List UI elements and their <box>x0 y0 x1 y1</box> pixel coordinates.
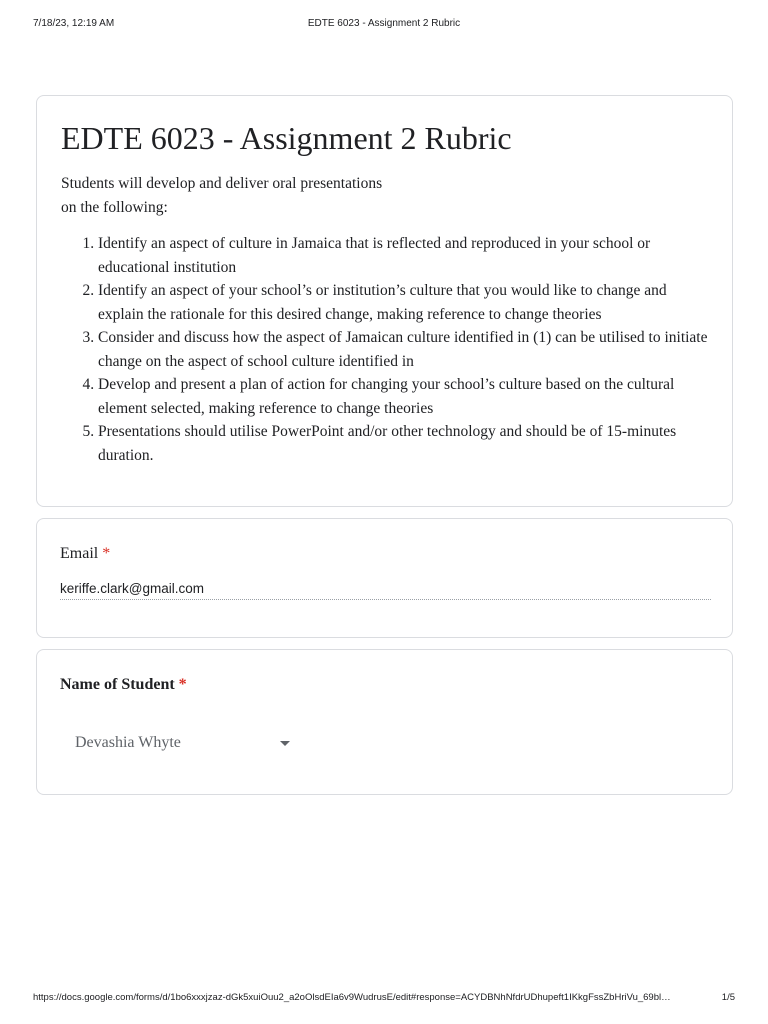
task-item-3: 3. Consider and discuss how the aspect of Jamaican culture identified in (1) can be utilised to initiate change on the aspect of school culture identified in <box>98 326 708 373</box>
description-line-1: Students will develop and deliver oral presentations <box>61 175 383 192</box>
dropdown-arrow-icon[interactable] <box>280 741 290 746</box>
dropdown-selected-value: Devashia Whyte <box>75 734 181 751</box>
form-header-card <box>36 95 733 507</box>
email-field[interactable]: keriffe.clark@gmail.com <box>60 581 711 600</box>
print-footer <box>0 992 768 1006</box>
task-list <box>61 232 708 467</box>
form-title: EDTE 6023 - Assignment 2 Rubric <box>61 120 512 156</box>
page-number: 1/5 <box>721 992 735 1003</box>
email-question-card <box>36 518 733 638</box>
task-item-4: 4. Develop and present a plan of action for changing your school’s culture based on the cultural element selected, making reference to change theories <box>98 373 708 420</box>
student-name-dropdown[interactable] <box>75 732 291 758</box>
print-page-title: EDTE 6023 - Assignment 2 Rubric <box>307 18 461 29</box>
email-question-label <box>60 543 709 565</box>
required-asterisk: * <box>102 545 111 562</box>
name-question-card <box>36 649 733 795</box>
print-header <box>0 18 768 32</box>
name-question-label <box>60 674 709 696</box>
required-asterisk: * <box>178 676 187 693</box>
task-item-5: 5. Presentations should utilise PowerPoint and/or other technology and should be of 15-minutes duration. <box>98 420 708 467</box>
form-description <box>61 172 708 220</box>
description-line-2: on the following: <box>61 199 168 216</box>
print-date: 7/18/23, 12:19 AM <box>33 18 115 29</box>
email-label-text: Email <box>60 545 99 562</box>
task-item-2: 2. Identify an aspect of your school’s or institution’s culture that you would like to change and explain the rationale for this desired change, making reference to change theories <box>98 279 708 326</box>
print-url: https://docs.google.com/forms/d/1bo6xxxjzaz-dGk5xuiOuu2_a2oOlsdEIa6v9WudrusE/edit#response=ACYDBNhNfdrUDhupeft1IKkgFssZbHriVu_69bl… <box>33 992 671 1003</box>
task-item-1: 1. Identify an aspect of culture in Jamaica that is reflected and reproduced in your school or educational institution <box>98 232 708 279</box>
name-label-text: Name of Student <box>60 676 175 693</box>
